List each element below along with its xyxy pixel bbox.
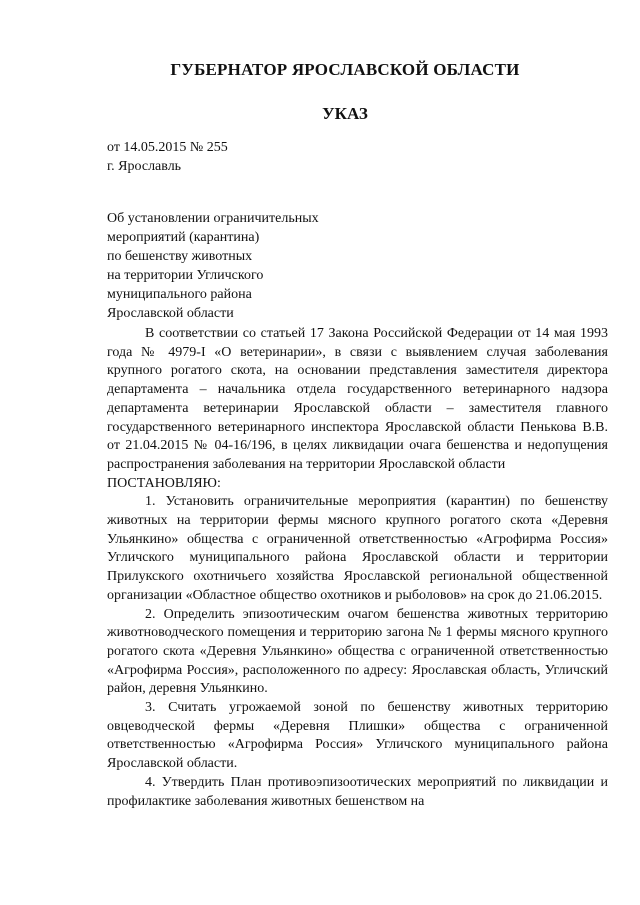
item-paragraph: 1. Установить ограничительные мероприятия (карантин) по бешенству животных на территории фермы мясного крупного рогатого скота «Деревня Ульянкино» общества с ограниченной ответственностью «Агрофирма Россия» Угличского муниципального района Ярославской области и территории Прилукского охотничьего хозяйства Ярославской региональной общественной организации «Областное общество охотников и рыболовов» на срок до 21.06.2015. <box>107 494 608 603</box>
subject-line: Об установлении ограничительных <box>107 211 319 226</box>
governor-heading: ГУБЕРНАТОР ЯРОСЛАВСКОЙ ОБЛАСТИ <box>170 60 520 79</box>
resolve-heading: ПОСТАНОВЛЯЮ: <box>107 475 221 491</box>
date-number: от 14.05.2015 № 255 <box>107 140 228 155</box>
city: г. Ярославль <box>107 159 182 174</box>
decree-subject <box>107 209 319 323</box>
decree-body <box>107 325 608 811</box>
item-paragraph: 3. Считать угрожаемой зоной по бешенству животных территорию овцеводческой фермы «Деревня Плишки» общества с ограниченной ответственностью «Агрофирма Россия» Угличского муниципального района Ярославской области. <box>107 700 608 772</box>
subject-line: по бешенству животных <box>107 249 253 264</box>
subject-line: на территории Угличского <box>107 268 264 283</box>
item-paragraph: 4. Утвердить План противоэпизоотических мероприятий по ликвидации и профилактике заболевания животных бешенством на <box>107 774 608 809</box>
preamble-paragraph: В соответствии со статьей 17 Закона Российской Федерации от 14 мая 1993 года № 4979-I «О ветеринарии», в связи с выявлением случая заболевания крупного рогатого скота, на основании представления заместителя директора департамента – начальника отдела государственного ветеринарного надзора департамента ветеринарии Ярославской области – заместителя главного государственного ветеринарного инспектора Ярославской области Пенькова В.В. от 21.04.2015 № 04-16/196, в целях ликвидации очага бешенства и недопущения распространения заболевания на территории Ярославской области <box>107 326 608 472</box>
subject-line: мероприятий (карантина) <box>107 230 260 245</box>
subject-line: муниципального района <box>107 287 252 302</box>
subject-line: Ярославской области <box>107 306 234 321</box>
decree-meta <box>107 138 228 176</box>
decree-title: УКАЗ <box>322 104 368 123</box>
item-paragraph: 2. Определить эпизоотическим очагом бешенства животных территорию животноводческого помещения и территорию загона № 1 фермы мясного крупного рогатого скота «Деревня Ульянкино» общества с ограниченной ответственностью «Агрофирма Россия», расположенного по адресу: Ярославская область, Угличский район, деревня Ульянкино. <box>107 606 608 697</box>
